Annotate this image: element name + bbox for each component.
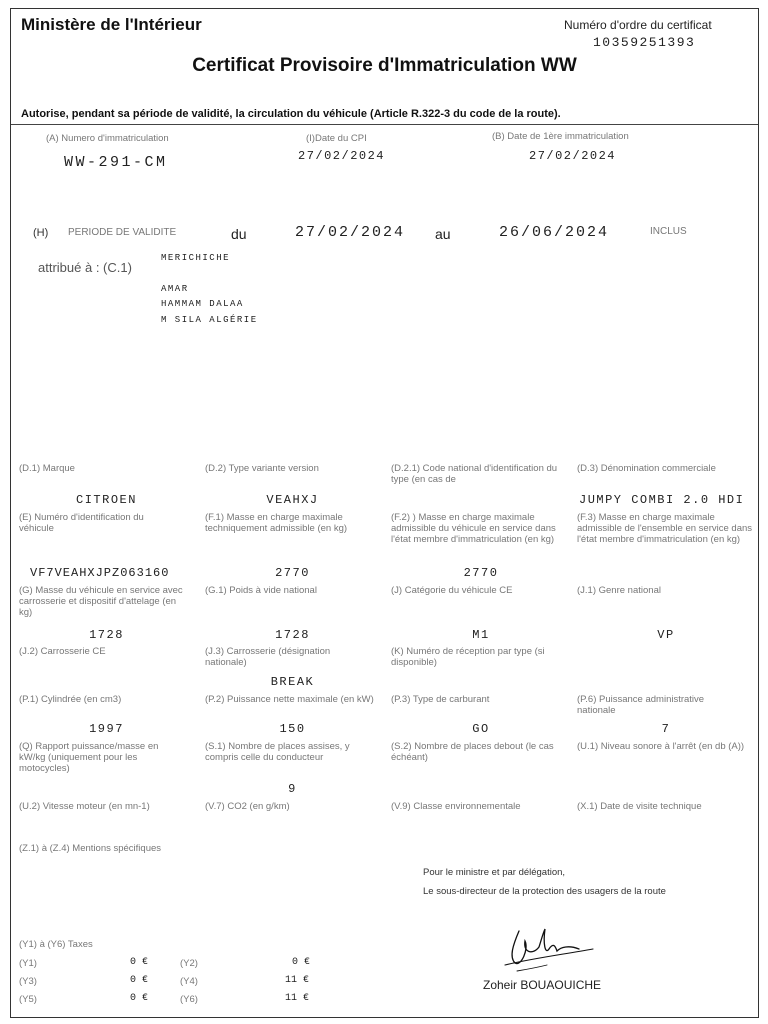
label-d2: (D.2) Type variante version <box>205 463 319 474</box>
value-p3: GO <box>472 722 490 736</box>
value-s1: 9 <box>288 782 297 796</box>
tax-y1-label: (Y1) <box>19 958 37 969</box>
label-x1: (X.1) Date de visite technique <box>577 801 702 812</box>
signature-line-1: Pour le ministre et par délégation, <box>423 867 566 878</box>
label-j1: (J.1) Genre national <box>577 585 661 596</box>
value-d2: VEAHXJ <box>266 493 319 507</box>
order-number: 10359251393 <box>593 35 696 50</box>
tax-y3-label: (Y3) <box>19 976 37 987</box>
authorization-text: Autorise, pendant sa période de validité, la circulation du véhicule (Article R.322-3 du code de la route). <box>21 108 561 120</box>
label-g: (G) Masse du véhicule en service avec carrosserie et dispositif d'attelage (en kg) <box>19 585 183 618</box>
tax-y2-label: (Y2) <box>180 958 198 969</box>
tax-y6-label: (Y6) <box>180 994 198 1005</box>
handwritten-signature <box>499 919 599 979</box>
cpi-date-label: (I)Date du CPI <box>306 133 367 144</box>
value-p2: 150 <box>279 722 306 736</box>
label-u1: (U.1) Niveau sonore à l'arrêt (en db (A)) <box>577 741 745 752</box>
label-f1: (F.1) Masse en charge maximale techniquement admissible (en kg) <box>205 512 348 534</box>
label-j2: (J.2) Carrosserie CE <box>19 646 106 657</box>
validity-to: 26/06/2024 <box>499 224 610 241</box>
value-p1: 1997 <box>89 722 124 736</box>
tax-y5-label: (Y5) <box>19 994 37 1005</box>
validity-period-label: PERIODE DE VALIDITE <box>68 227 177 238</box>
order-label: Numéro d'ordre du certificat <box>564 18 712 32</box>
value-d3: JUMPY COMBI 2.0 HDI <box>579 493 745 507</box>
value-j3: BREAK <box>270 675 315 689</box>
holder-line-1: MERICHICHE <box>161 253 231 263</box>
taxes-title: (Y1) à (Y6) Taxes <box>19 939 93 950</box>
label-f2: (F.2) ) Masse en charge maximale admissible du véhicule en service dans l'état membre d'immatriculation (en kg) <box>391 512 556 545</box>
certificate-title: Certificat Provisoire d'Immatriculation WW <box>192 55 577 76</box>
holder-line-3: HAMMAM DALAA <box>161 299 244 309</box>
label-s2: (S.2) Nombre de places debout (le cas échéant) <box>391 741 554 763</box>
label-j3: (J.3) Carrosserie (désignation nationale) <box>205 646 331 668</box>
tax-y1-value: 0 € <box>130 957 149 968</box>
tax-y6-value: 11 € <box>285 993 310 1004</box>
tax-y5-value: 0 € <box>130 993 149 1004</box>
holder-label: attribué à : (C.1) <box>38 260 132 275</box>
label-g1: (G.1) Poids à vide national <box>205 585 317 596</box>
validity-h-label: (H) <box>33 227 49 239</box>
label-k: (K) Numéro de réception par type (si disponible) <box>391 646 545 668</box>
validity-from: 27/02/2024 <box>295 224 406 241</box>
value-p6: 7 <box>661 722 671 736</box>
registration-number-value: WW-291-CM <box>64 154 168 171</box>
tax-y2-value: 0 € <box>292 957 311 968</box>
value-g: 1728 <box>89 628 124 642</box>
label-s1: (S.1) Nombre de places assises, y compris celle du conducteur <box>205 741 350 763</box>
validity-inclus: INCLUS <box>650 226 687 237</box>
label-v7: (V.7) CO2 (en g/km) <box>205 801 290 812</box>
ministry-title: Ministère de l'Intérieur <box>21 15 202 34</box>
label-e: (E) Numéro d'identification du véhicule <box>19 512 144 534</box>
label-p3: (P.3) Type de carburant <box>391 694 490 705</box>
registration-number-label: (A) Numero d'immatriculation <box>46 133 169 144</box>
label-d1: (D.1) Marque <box>19 463 75 474</box>
signatory-name: Zoheir BOUAOUICHE <box>483 978 602 992</box>
value-j1: VP <box>657 628 675 642</box>
label-d21: (D.2.1) Code national d'identification du type (en cas de <box>391 463 558 485</box>
value-f1: 2770 <box>275 566 310 580</box>
label-z: (Z.1) à (Z.4) Mentions spécifiques <box>19 843 162 854</box>
label-d3: (D.3) Dénomination commerciale <box>577 463 716 474</box>
label-p6: (P.6) Puissance administrative nationale <box>577 694 705 716</box>
tax-y4-label: (Y4) <box>180 976 198 987</box>
label-u2: (U.2) Vitesse moteur (en mn-1) <box>19 801 150 812</box>
label-v9: (V.9) Classe environnementale <box>391 801 521 812</box>
value-f2: 2770 <box>463 566 499 580</box>
holder-line-2: AMAR <box>161 284 189 294</box>
first-registration-value: 27/02/2024 <box>529 149 617 163</box>
tax-y3-value: 0 € <box>130 975 149 986</box>
validity-du: du <box>231 226 247 242</box>
label-f3: (F.3) Masse en charge maximale admissible de l'ensemble en service dans l'état membre d'immatriculation (en kg) <box>577 512 753 545</box>
value-j: M1 <box>472 628 490 642</box>
label-j: (J) Catégorie du véhicule CE <box>391 585 513 596</box>
signature-line-2: Le sous-directeur de la protection des usagers de la route <box>423 886 666 897</box>
certificate-document <box>10 8 759 1018</box>
validity-au: au <box>435 226 451 242</box>
cpi-date-value: 27/02/2024 <box>298 149 386 163</box>
header-divider <box>11 124 758 125</box>
value-g1: 1728 <box>275 628 310 642</box>
label-q: (Q) Rapport puissance/masse en kW/kg (uniquement pour les motocycles) <box>19 741 159 774</box>
first-registration-label: (B) Date de 1ère immatriculation <box>492 131 629 142</box>
label-p2: (P.2) Puissance nette maximale (en kW) <box>205 694 374 705</box>
value-e: VF7VEAHXJPZ063160 <box>30 566 170 580</box>
holder-line-4: M SILA ALGÉRIE <box>161 315 258 325</box>
value-d1: CITROEN <box>76 493 137 507</box>
label-p1: (P.1) Cylindrée (en cm3) <box>19 694 122 705</box>
tax-y4-value: 11 € <box>285 975 310 986</box>
